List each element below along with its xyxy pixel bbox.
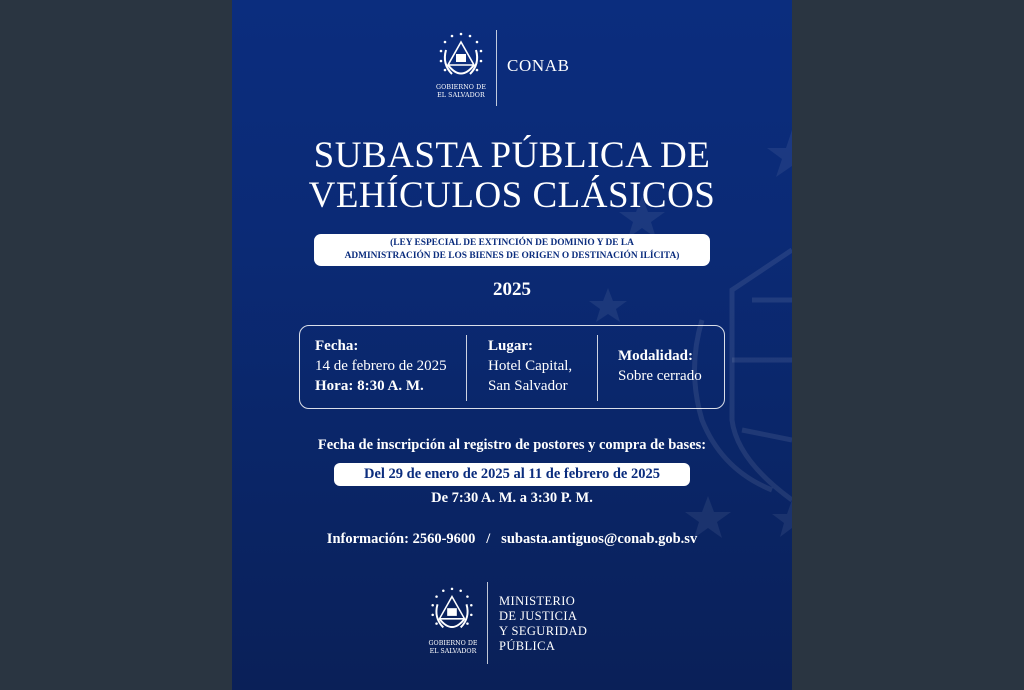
title-line-1: SUBASTA PÚBLICA DE xyxy=(313,135,711,176)
registration-label: Fecha de inscripción al registro de postores y compra de bases: xyxy=(317,437,707,453)
ministry-line-4: PÚBLICA xyxy=(499,639,556,653)
conab-logo xyxy=(432,30,592,108)
registration-dates-badge: Del 29 de enero de 2025 al 11 de febrero de 2025 xyxy=(334,463,690,486)
logo-divider xyxy=(496,30,497,106)
registration-hours: De 7:30 A. M. a 3:30 P. M. xyxy=(431,490,593,506)
gov-line-2: EL SALVADOR xyxy=(429,648,477,655)
gov-line-1: GOBIERNO DE xyxy=(428,640,478,647)
fecha-value: 14 de febrero de 2025 xyxy=(315,358,447,374)
law-line-2: ADMINISTRACIÓN DE LOS BIENES DE ORIGEN O DESTINACIÓN ILÍCITA) xyxy=(344,251,680,261)
fecha-label: Fecha: xyxy=(315,338,359,354)
year-label: 2025 xyxy=(493,279,531,300)
date-column xyxy=(315,336,447,396)
place-column xyxy=(488,336,572,396)
ministry-logo xyxy=(418,582,618,672)
modality-column xyxy=(618,346,702,386)
gov-line-1: GOBIERNO DE xyxy=(435,84,487,91)
hora-value: Hora: 8:30 A. M. xyxy=(315,378,424,394)
page-title xyxy=(232,136,792,216)
ministry-line-3: Y SEGURIDAD xyxy=(499,624,588,638)
contact-info: Información: 2560-9600 / subasta.antiguos@conab.gob.sv xyxy=(326,531,698,547)
agency-name: CONAB xyxy=(507,56,570,75)
gov-line-2: EL SALVADOR xyxy=(437,92,485,99)
lugar-line-2: San Salvador xyxy=(488,378,568,394)
ministry-name xyxy=(499,594,587,654)
ministry-line-2: DE JUSTICIA xyxy=(499,609,578,623)
event-details-box xyxy=(299,325,725,409)
government-label xyxy=(426,84,496,100)
el-salvador-seal-icon xyxy=(432,30,490,88)
title-line-2: VEHÍCULOS CLÁSICOS xyxy=(308,175,716,216)
lugar-line-1: Hotel Capital, xyxy=(488,358,573,374)
government-label xyxy=(418,640,488,656)
el-salvador-seal-icon xyxy=(424,585,480,641)
auction-poster xyxy=(232,0,792,690)
modalidad-label: Modalidad: xyxy=(618,348,694,364)
modalidad-value: Sobre cerrado xyxy=(618,368,702,384)
law-line-1: (LEY ESPECIAL DE EXTINCIÓN DE DOMINIO Y DE LA xyxy=(390,238,634,248)
logo-divider xyxy=(487,582,488,664)
lugar-label: Lugar: xyxy=(488,338,533,354)
column-divider xyxy=(597,335,598,401)
ministry-line-1: MINISTERIO xyxy=(499,594,576,608)
law-badge xyxy=(314,234,710,266)
column-divider xyxy=(466,335,467,401)
